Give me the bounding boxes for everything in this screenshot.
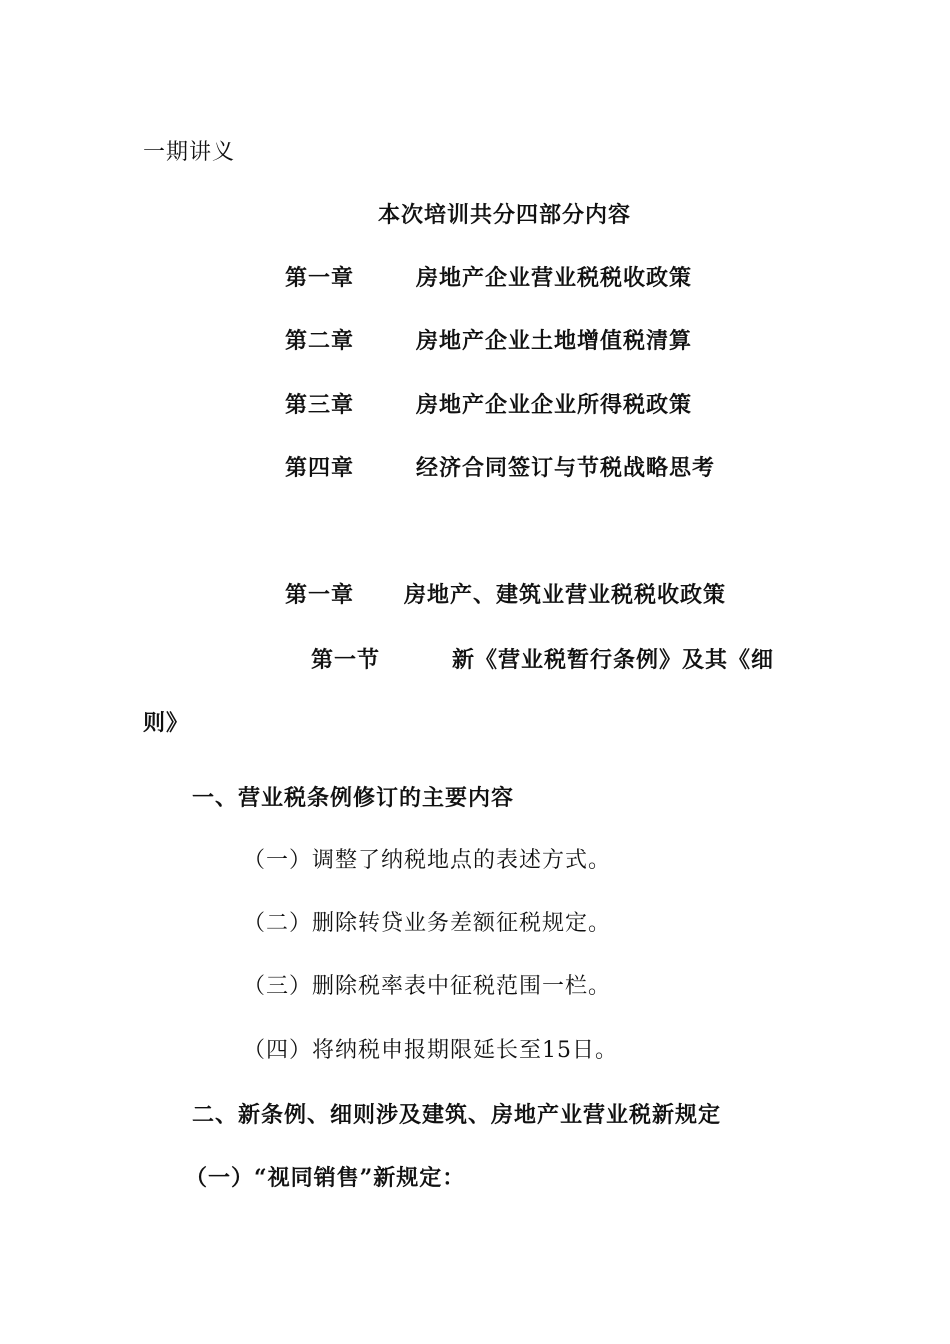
toc-chapter-number: 第一章 bbox=[285, 265, 355, 291]
list-item: （四）将纳税申报期限延长至15日。 bbox=[243, 1038, 618, 1063]
toc-chapter-title: 房地产企业土地增值税清算 bbox=[416, 328, 693, 354]
toc-item bbox=[285, 453, 354, 483]
section-title-line1: 新《营业税暂行条例》及其《细 bbox=[452, 647, 775, 673]
toc-chapter-title: 经济合同签订与节税战略思考 bbox=[416, 455, 716, 481]
toc-chapter-title: 房地产企业营业税税收政策 bbox=[416, 265, 693, 291]
intro-heading: 本次培训共分四部分内容 bbox=[378, 202, 632, 228]
part1-heading: 一、营业税条例修订的主要内容 bbox=[192, 785, 515, 811]
toc-item bbox=[285, 263, 354, 293]
chapter-number: 第一章 bbox=[285, 582, 355, 608]
document-header-title: 一期讲义 bbox=[143, 140, 236, 165]
list-item: （三）删除税率表中征税范围一栏。 bbox=[243, 974, 612, 999]
part2-heading: 二、新条例、细则涉及建筑、房地产业营业税新规定 bbox=[192, 1102, 722, 1128]
section-title-line2: 则》 bbox=[143, 710, 190, 736]
section-number: 第一节 bbox=[311, 647, 381, 673]
toc-chapter-number: 第二章 bbox=[285, 328, 355, 354]
toc-chapter-number: 第三章 bbox=[285, 392, 355, 418]
toc-chapter-title: 房地产企业企业所得税政策 bbox=[416, 392, 693, 418]
list-item: （一）调整了纳税地点的表述方式。 bbox=[243, 848, 612, 873]
toc-item bbox=[285, 326, 354, 356]
chapter-title: 房地产、建筑业营业税税收政策 bbox=[404, 582, 727, 608]
toc-item bbox=[285, 390, 354, 420]
part2-subheading: （一）“视同销售”新规定： bbox=[185, 1165, 466, 1191]
toc-chapter-number: 第四章 bbox=[285, 455, 355, 481]
list-item: （二）删除转贷业务差额征税规定。 bbox=[243, 911, 612, 936]
